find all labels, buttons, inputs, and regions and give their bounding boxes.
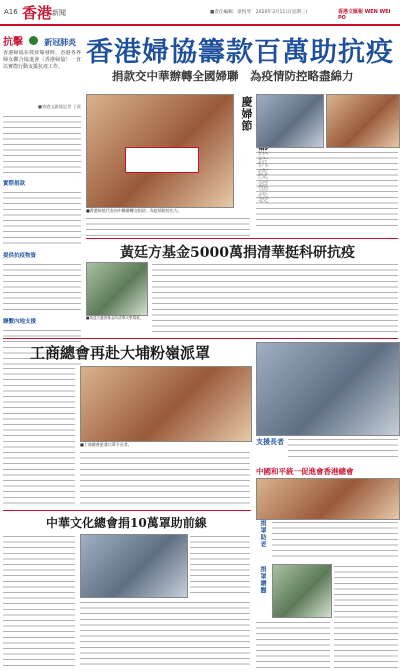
main-body-right	[256, 150, 398, 230]
paper-name: 香港文匯報 WEN WEI PO	[338, 9, 391, 21]
story4-photo	[80, 534, 188, 598]
right-box3-body-2	[256, 620, 330, 668]
right-box3-title: 捐罩贈醫	[259, 566, 266, 594]
story2-body	[152, 262, 398, 332]
story4-body-side	[190, 534, 250, 596]
photo-top-right	[256, 94, 324, 148]
story4-body-bottom	[80, 600, 250, 668]
right-box2-sub: 捐罩助老	[259, 520, 266, 548]
right-photo-2	[256, 478, 400, 520]
story3-rule	[3, 338, 398, 339]
right-photo-3	[272, 564, 332, 618]
sidebar-title-b: 新冠肺炎	[44, 37, 77, 47]
page-number: A16	[4, 8, 18, 16]
sidebar-intro: 香港婦協在疫症爆發時，香港各界婦女聯合協進會（香港婦協）一直以實際行動支援抗疫工作。	[3, 50, 81, 70]
page-header	[0, 0, 400, 26]
main-photo-caption: ■香港婦協代表向中聯辦轉交捐款，為疫情防控出力。	[86, 208, 182, 213]
sidebar-sub-2: 提供抗疫物資	[3, 253, 37, 259]
story4-rule	[3, 510, 251, 511]
right-box3-body	[334, 564, 398, 668]
sidebar-byline: ■香港文匯報記者 子嘉	[38, 104, 81, 109]
story2-headline: 黃廷方基金5000萬捐清華挺科研抗疫	[120, 245, 355, 261]
main-subhead: 捐款交中華辦轉全國婦聯 為疫情防控略盡綿力	[112, 69, 354, 83]
header-meta: ■責任編輯：梁悅琴 2020年3月11日(星期三)	[210, 10, 308, 15]
sidebar-sub-3: 聯繫內地支援	[3, 319, 37, 325]
section-title: 香港	[22, 4, 53, 22]
sidebar-sub-1: 實際捐款	[3, 181, 26, 187]
right-box2-title: 中國和平統一促進會香港總會	[256, 467, 354, 476]
story3-body-mid	[80, 450, 250, 504]
story3-headline: 工商總會再赴大埔粉嶺派罩	[30, 344, 211, 362]
sidebar-body-2	[3, 190, 81, 248]
right-photo-1	[256, 342, 400, 436]
right-box2-body	[272, 520, 398, 558]
sidebar-body-1	[3, 114, 81, 176]
story2-caption: ■黃廷方慈善基金向清華大學捐款。	[86, 316, 144, 320]
section-sub: 新聞	[52, 9, 66, 17]
story2-rule	[86, 238, 398, 239]
vertical-title: 慶婦節	[240, 96, 253, 132]
sidebar-title-a: 抗擊	[3, 37, 23, 48]
right-box1-body	[288, 437, 398, 461]
story4-body-left	[3, 534, 75, 668]
story3-caption: ■工商總會派發口罩予長者。	[80, 442, 132, 447]
photo-top-right-2	[326, 94, 400, 148]
sidebar-badge	[3, 30, 81, 50]
sidebar-body-3	[3, 262, 81, 314]
sidebar	[3, 30, 81, 362]
main-body-left	[86, 216, 250, 236]
virus-icon	[29, 36, 38, 45]
donation-board	[125, 147, 199, 173]
story2-photo	[86, 262, 148, 316]
story3-photo	[80, 366, 252, 442]
right-box1-title: 支援長者	[256, 437, 284, 446]
story3-body-left	[3, 366, 75, 504]
main-headline: 香港婦協籌款百萬助抗疫	[86, 37, 394, 68]
main-photo	[86, 94, 234, 208]
story4-headline: 中華文化總會捐10萬罩助前線	[46, 516, 207, 530]
